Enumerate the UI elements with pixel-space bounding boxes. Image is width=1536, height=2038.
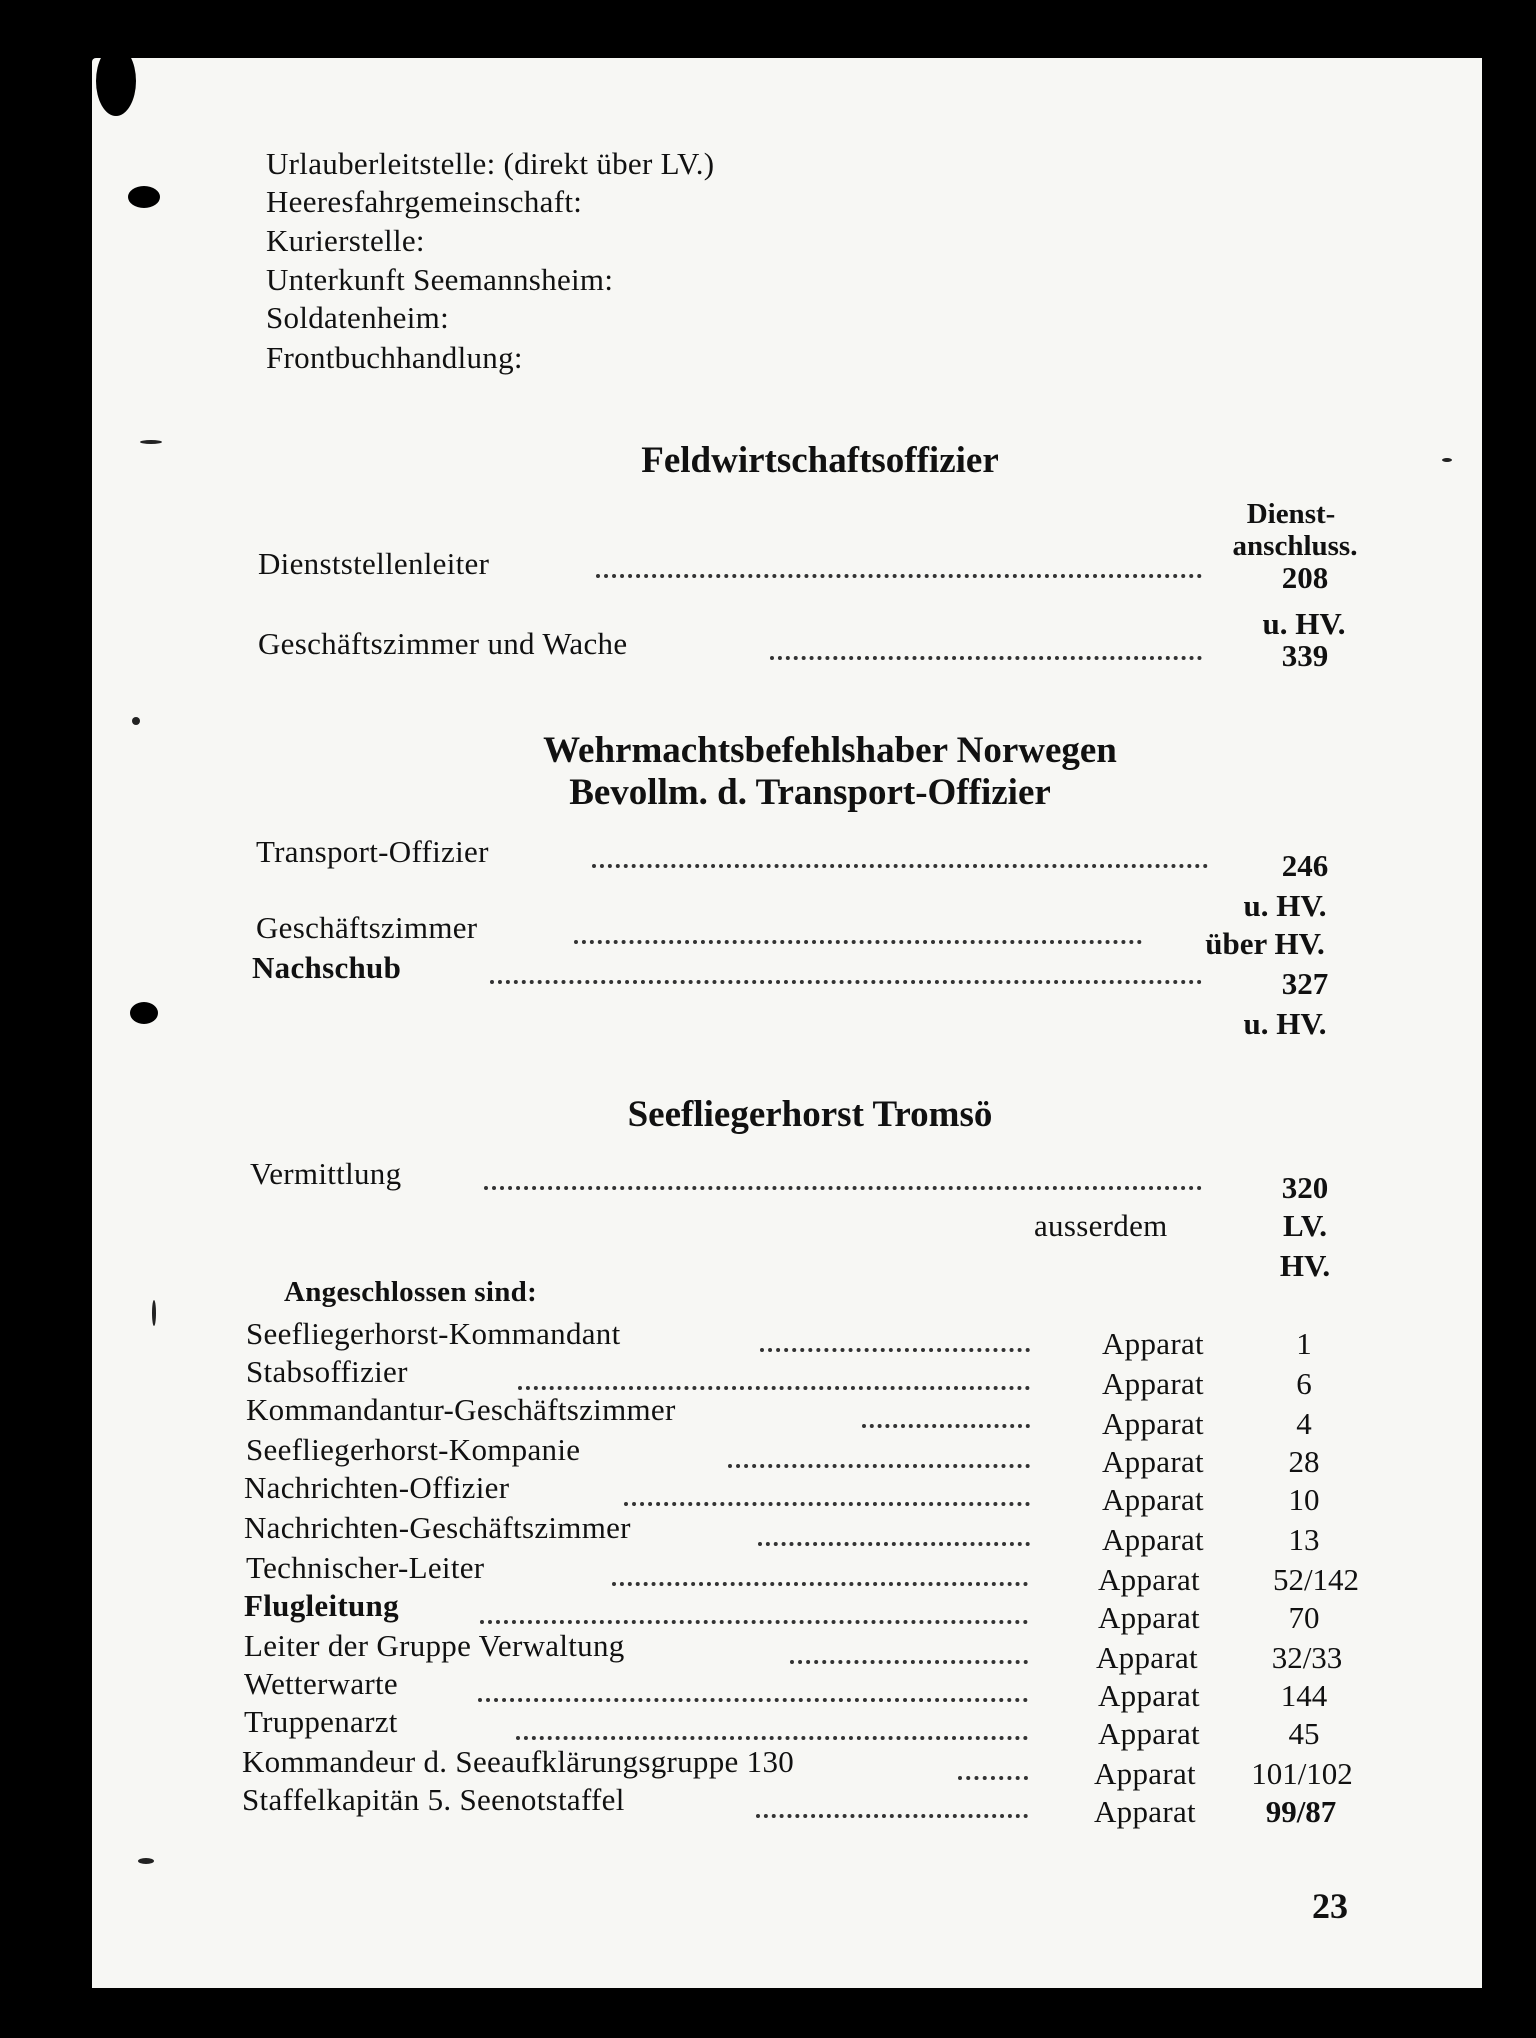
apparat-label: Apparat [1094,1756,1196,1791]
list-item-label: Truppenarzt [244,1704,398,1739]
entry-label: Nachschub [252,950,402,985]
dot-leader [756,1810,1028,1818]
apparat-label: Apparat [1098,1600,1200,1635]
apparat-number: 101/102 [1251,1756,1353,1791]
extension-number: 339 [1281,638,1329,673]
list-item-label: Kommandeur d. Seeaufklärungsgruppe 130 [242,1744,795,1779]
list-item-label: Kommandantur-Geschäftszimmer [246,1392,676,1427]
dot-leader [478,1694,1028,1702]
apparat-label: Apparat [1102,1406,1204,1441]
scan-speck [132,717,140,725]
dot-leader [518,1382,1030,1390]
dot-leader [760,1344,1030,1352]
apparat-label: Apparat [1098,1716,1200,1751]
column-header: Dienst- [1246,498,1336,530]
top-list-item: Heeresfahrgemeinschaft: [266,184,583,219]
apparat-number: 45 [1288,1716,1320,1751]
punch-mark [128,186,160,208]
list-item-label: Nachrichten-Offizier [244,1470,510,1505]
top-list-item: Kurierstelle: [266,223,425,258]
torn-corner-mark [96,46,136,116]
apparat-number: 10 [1288,1482,1320,1517]
entry-label: Geschäftszimmer und Wache [258,626,628,661]
apparat-number: 70 [1288,1600,1320,1635]
list-item-label: Leiter der Gruppe Verwaltung [244,1628,625,1663]
section-heading: Feldwirtschaftsoffizier [641,440,999,481]
list-item-label: Flugleitung [244,1588,399,1623]
apparat-label: Apparat [1102,1522,1204,1557]
extension-number: 208 [1281,560,1329,595]
dot-leader [958,1772,1028,1780]
apparat-number: 99/87 [1265,1794,1337,1829]
dot-leader [624,1498,1030,1506]
apparat-label: Apparat [1098,1678,1200,1713]
list-item-label: Seefliegerhorst-Kompanie [246,1432,581,1467]
extension-note: HV. [1279,1248,1331,1283]
punch-mark [130,1002,158,1024]
dot-leader [574,936,1142,944]
subheading: Angeschlossen sind: [284,1276,538,1308]
list-item-label: Seefliegerhorst-Kommandant [246,1316,621,1351]
list-item-label: Stabsoffizier [246,1354,408,1389]
scan-speck [1442,458,1452,462]
dot-leader [480,1616,1028,1624]
dot-leader [490,976,1202,984]
extension-note: u. HV. [1243,1006,1327,1041]
list-item-label: Nachrichten-Geschäftszimmer [244,1510,631,1545]
scan-speck [152,1300,156,1326]
apparat-number: 4 [1296,1406,1312,1441]
list-item-label: Staffelkapitän 5. Seenotstaffel [242,1782,625,1817]
apparat-label: Apparat [1102,1366,1204,1401]
scan-speck [140,440,162,444]
apparat-number: 32/33 [1271,1640,1343,1675]
extension-number: 320 [1281,1170,1329,1205]
apparat-label: Apparat [1102,1326,1204,1361]
extension-note: u. HV. [1262,606,1346,641]
entry-label: Geschäftszimmer [256,910,478,945]
extension-note: u. HV. [1243,888,1327,923]
apparat-label: Apparat [1094,1794,1196,1829]
apparat-label: Apparat [1102,1482,1204,1517]
dot-leader [728,1460,1030,1468]
extension-number: 246 [1281,848,1329,883]
extension-number: über HV. [1205,926,1325,961]
dot-leader [592,860,1208,868]
column-header: anschluss. [1232,530,1358,562]
top-list-item: Soldatenheim: [266,300,449,335]
top-list-item: Unterkunft Seemannsheim: [266,262,614,297]
dot-leader [484,1182,1202,1190]
apparat-number: 144 [1280,1678,1328,1713]
dot-leader [758,1538,1030,1546]
apparat-label: Apparat [1102,1444,1204,1479]
dot-leader [596,570,1202,578]
dot-leader [516,1732,1028,1740]
apparat-label: Apparat [1098,1562,1200,1597]
scan-speck [138,1858,154,1864]
apparat-number: 52/142 [1272,1562,1360,1597]
list-item-label: Wetterwarte [244,1666,398,1701]
apparat-number: 6 [1296,1366,1312,1401]
dot-leader [770,652,1202,660]
entry-label: Vermittlung [250,1156,402,1191]
extension-note: LV. [1283,1208,1327,1243]
apparat-number: 13 [1288,1522,1320,1557]
dot-leader [790,1656,1028,1664]
section-heading: Seefliegerhorst Tromsö [627,1094,993,1135]
entry-label: Dienststellenleiter [258,546,490,581]
apparat-label: Apparat [1096,1640,1198,1675]
dot-leader [612,1578,1028,1586]
section-subheading: Bevollm. d. Transport-Offizier [569,772,1051,813]
top-list-item: Urlauberleitstelle: (direkt über LV.) [266,146,715,181]
page-number: 23 [1312,1886,1348,1926]
apparat-number: 1 [1296,1326,1312,1361]
list-item-label: Technischer-Leiter [246,1550,485,1585]
extension-number: 327 [1281,966,1329,1001]
top-list-item: Frontbuchhandlung: [266,340,523,375]
extension-note: ausserdem [1034,1208,1168,1243]
dot-leader [862,1420,1030,1428]
apparat-number: 28 [1288,1444,1320,1479]
section-heading: Wehrmachtsbefehlshaber Norwegen [543,730,1117,771]
entry-label: Transport-Offizier [256,834,489,869]
